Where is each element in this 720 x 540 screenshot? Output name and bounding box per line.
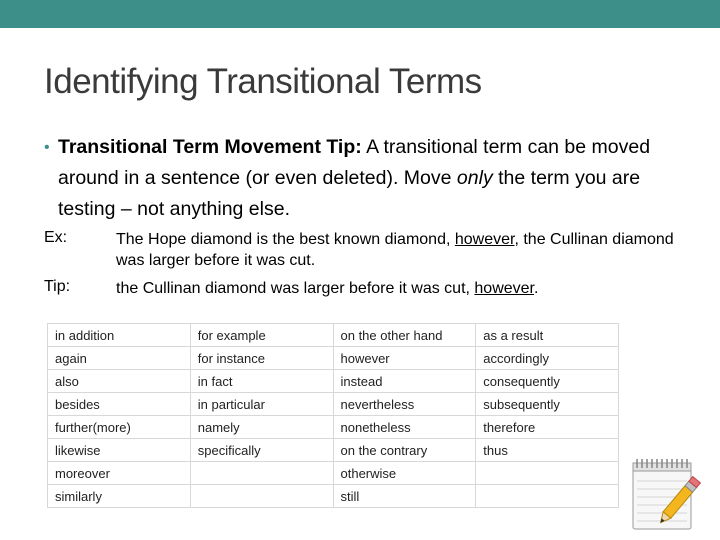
tip-sentence (116, 278, 696, 299)
table-row (48, 393, 619, 416)
table-cell: moreover (48, 462, 191, 485)
bullet-tip (44, 132, 684, 225)
bullet-dot: • (44, 139, 50, 156)
table-cell: however (333, 347, 476, 370)
table-cell: instead (333, 370, 476, 393)
table-row (48, 347, 619, 370)
table-cell: in fact (190, 370, 333, 393)
example-before: The Hope diamond is the best known diamond, (116, 231, 455, 248)
bullet-text-after: the term you are testing – not anything else. (58, 167, 641, 220)
table-row (48, 416, 619, 439)
table-cell: for instance (190, 347, 333, 370)
bullet-label: Transitional Term Movement Tip: (58, 136, 362, 158)
terms-table-body (48, 324, 619, 508)
table-cell: for example (190, 324, 333, 347)
table-row (48, 324, 619, 347)
transitional-terms-table (47, 323, 619, 508)
tip-underlined: however (474, 280, 534, 297)
table-row (48, 370, 619, 393)
top-accent-bar (0, 0, 720, 28)
table-cell: as a result (476, 324, 619, 347)
table-cell: on the other hand (333, 324, 476, 347)
table-cell: otherwise (333, 462, 476, 485)
table-cell: subsequently (476, 393, 619, 416)
table-cell: therefore (476, 416, 619, 439)
table-cell: on the contrary (333, 439, 476, 462)
table-cell: besides (48, 393, 191, 416)
example-after: , the Cullinan diamond was larger before it was cut. (116, 231, 674, 269)
tip-after: . (534, 280, 539, 297)
table-cell: specifically (190, 439, 333, 462)
table-cell: similarly (48, 485, 191, 508)
table-row (48, 462, 619, 485)
table-cell (476, 485, 619, 508)
example-underlined: however (454, 231, 515, 248)
table-cell: also (48, 370, 191, 393)
table-cell (190, 462, 333, 485)
table-cell: in addition (48, 324, 191, 347)
table-cell: consequently (476, 370, 619, 393)
table-cell (190, 485, 333, 508)
example-label: Ex: (44, 229, 68, 246)
table-cell: likewise (48, 439, 191, 462)
table-cell: nevertheless (333, 393, 476, 416)
slide-title: Identifying Transitional Terms (44, 62, 482, 101)
table-cell: in particular (190, 393, 333, 416)
table-cell: thus (476, 439, 619, 462)
table-cell: accordingly (476, 347, 619, 370)
tip-before: the Cullinan diamond was larger before it was cut, (116, 280, 475, 297)
table-cell: still (333, 485, 476, 508)
notepad-pencil-icon (627, 455, 707, 533)
table-cell: namely (190, 416, 333, 439)
table-cell: nonetheless (333, 416, 476, 439)
table-cell (476, 462, 619, 485)
bullet-text-before: A transitional term can be moved around in a sentence (or even deleted). Move (58, 136, 651, 189)
table-cell: again (48, 347, 191, 370)
tip-label: Tip: (44, 278, 71, 295)
table-row (48, 439, 619, 462)
example-sentence (116, 229, 696, 271)
bullet-text (44, 132, 684, 225)
table-row (48, 485, 619, 508)
table-cell: further(more) (48, 416, 191, 439)
bullet-emphasis: only (456, 167, 493, 189)
